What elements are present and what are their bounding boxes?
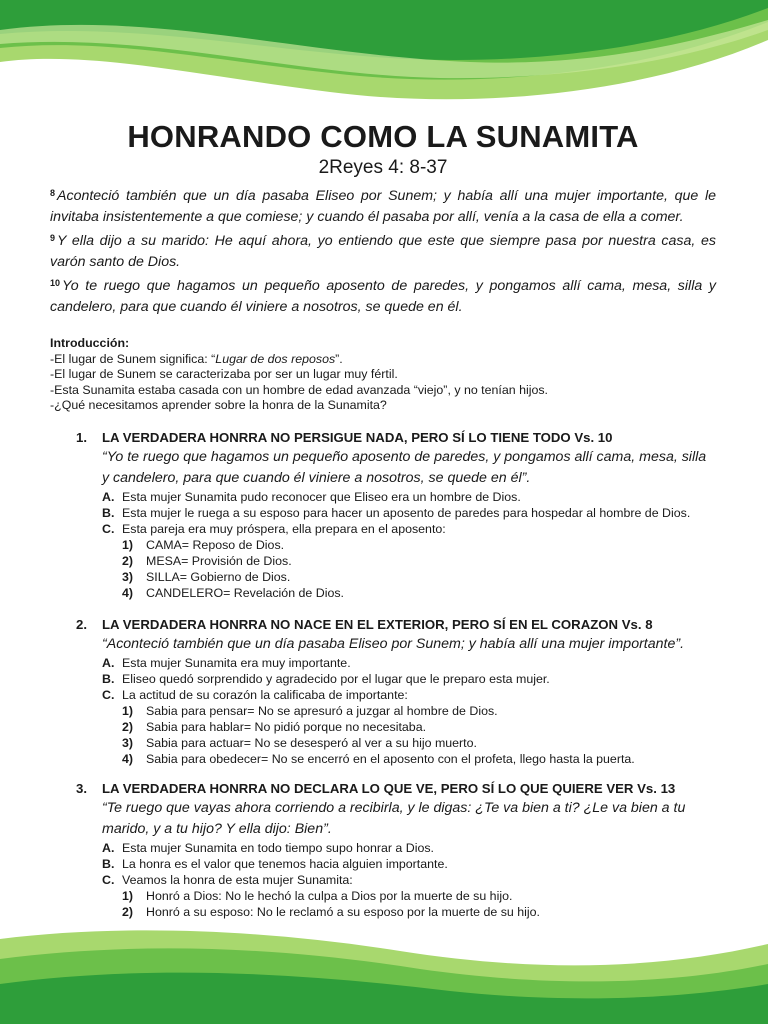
item-text: Esta mujer Sunamita pudo reconocer que Eliseo era un hombre de Dios. — [122, 489, 521, 504]
list-item — [102, 521, 716, 537]
sub-item-number: 3) — [122, 735, 134, 750]
sub-item-text: SILLA= Gobierno de Dios. — [146, 569, 291, 584]
list-item — [102, 671, 716, 687]
sub-items — [122, 537, 716, 601]
section-title: LA VERDADERA HONRRA NO DECLARA LO QUE VE, PERO SÍ LO QUE QUIERE VER Vs. 13 — [102, 780, 676, 796]
verse-8 — [50, 183, 716, 228]
section-quote: “Aconteció también que un día pasaba Eliseo por Sunem; y había allí una mujer importante”. — [102, 635, 685, 652]
intro-line: -¿Qué necesitamos aprender sobre la honra de la Sunamita? — [50, 398, 387, 412]
sub-item-text: Sabia para actuar= No se desesperó al ver a su hijo muerto. — [146, 735, 477, 750]
section-quote: “Yo te ruego que hagamos un pequeño aposento de paredes, y pongamos allí cama, mesa, silla y candelero, para que cuando él viniere a nosotros, se quede en él”. — [102, 448, 707, 486]
section-1 — [50, 428, 716, 601]
section-number: 2. — [76, 616, 87, 632]
document-title: HONRANDO COMO LA SUNAMITA — [127, 119, 639, 154]
intro-text: ”. — [335, 351, 343, 366]
intro-line: -Esta Sunamita estaba casada con un hombre de edad avanzada “viejo”, y no tenían hijos. — [50, 382, 549, 397]
intro-line — [50, 352, 716, 368]
list-item — [102, 872, 716, 888]
item-letter: A. — [102, 840, 115, 855]
item-text: Esta mujer le ruega a su esposo para hacer un aposento de paredes para hospedar al hombre de Dios. — [122, 505, 691, 520]
section-number: 3. — [76, 780, 87, 796]
section-items — [102, 655, 716, 767]
list-item — [102, 489, 716, 505]
item-text: La actitud de su corazón la calificaba de importante: — [122, 687, 408, 702]
sub-item — [122, 585, 716, 601]
scripture-reference: 2Reyes 4: 8-37 — [318, 157, 448, 178]
sub-item — [122, 751, 716, 767]
sub-item-text: Honró a su esposo: No le reclamó a su esposo por la muerte de su hijo. — [146, 904, 540, 919]
sub-item-number: 4) — [122, 585, 134, 600]
section-3 — [50, 779, 716, 920]
sub-item — [122, 719, 716, 735]
item-text: Veamos la honra de esta mujer Sunamita: — [122, 872, 353, 887]
section-heading — [50, 779, 716, 798]
section-2 — [50, 615, 716, 767]
sub-items — [122, 703, 716, 767]
list-item — [102, 856, 716, 872]
verse-text: Yo te ruego que hagamos un pequeño aposento de paredes, y pongamos allí cama, mesa, silla y candelero, para que cuando él viniere a nosotros, se quede en él. — [50, 278, 716, 315]
sub-item — [122, 703, 716, 719]
verse-number: 9 — [50, 233, 56, 243]
item-letter: A. — [102, 655, 115, 670]
sub-item — [122, 888, 716, 904]
sub-item-text: Sabia para pensar= No se apresuró a juzgar al hombre de Dios. — [146, 703, 498, 718]
section-heading — [50, 615, 716, 634]
sub-item-number: 2) — [122, 904, 134, 919]
sub-item-number: 4) — [122, 751, 134, 766]
verse-9 — [50, 228, 716, 273]
item-text: Esta mujer Sunamita en todo tiempo supo honrar a Dios. — [122, 840, 434, 855]
verse-text: Y ella dijo a su marido: He aquí ahora, yo entiendo que este que siempre pasa por nuestra casa, es varón santo de Dios. — [50, 233, 716, 270]
section-title: LA VERDADERA HONRRA NO PERSIGUE NADA, PERO SÍ LO TIENE TODO Vs. 10 — [102, 429, 613, 445]
list-item — [102, 505, 716, 521]
intro-italic-text: Lugar de dos reposos — [215, 351, 336, 366]
sub-item-number: 1) — [122, 703, 134, 718]
sub-item-text: MESA= Provisión de Dios. — [146, 553, 292, 568]
sub-item-number: 3) — [122, 569, 134, 584]
sub-item-text: Sabia para hablar= No pidió porque no necesitaba. — [146, 719, 427, 734]
sub-item — [122, 569, 716, 585]
bottom-green-wave-decoration — [0, 909, 768, 1024]
verse-10 — [50, 273, 716, 318]
section-title: LA VERDADERA HONRRA NO NACE EN EL EXTERIOR, PERO SÍ EN EL CORAZON Vs. 8 — [102, 616, 653, 632]
sub-item-number: 1) — [122, 537, 134, 552]
section-items — [102, 840, 716, 920]
item-text: Esta pareja era muy próspera, ella prepara en el aposento: — [122, 521, 446, 536]
list-item — [102, 687, 716, 703]
verse-text: Aconteció también que un día pasaba Eliseo por Sunem; y había allí una mujer importante, que le invitaba insistentemente a que comiese; y cuando él pasaba por allí, venía a la casa de ella a comer. — [50, 188, 716, 225]
item-letter: C. — [102, 521, 115, 536]
section-number: 1. — [76, 429, 87, 445]
sub-item-number: 2) — [122, 719, 134, 734]
sub-items — [122, 888, 716, 920]
item-letter: C. — [102, 687, 115, 702]
sub-item — [122, 735, 716, 751]
item-letter: A. — [102, 489, 115, 504]
section-quote: “Te ruego que vayas ahora corriendo a recibirla, y le digas: ¿Te va bien a ti? ¿Le va bien a tu marido, y a tu hijo? Y ella dijo: Bien”. — [102, 799, 686, 837]
sub-item-text: Honró a Dios: No le hechó la culpa a Dios por la muerte de su hijo. — [146, 888, 513, 903]
item-letter: C. — [102, 872, 115, 887]
document-body — [50, 118, 716, 920]
verse-number: 8 — [50, 188, 56, 198]
sub-item-text: CANDELERO= Revelación de Dios. — [146, 585, 344, 600]
intro-heading: Introducción: — [50, 336, 130, 350]
section-items — [102, 489, 716, 601]
item-letter: B. — [102, 671, 115, 686]
intro-line: -El lugar de Sunem se caracterizaba por ser un lugar muy fértil. — [50, 367, 398, 381]
sub-item — [122, 904, 716, 920]
introduction — [50, 336, 716, 414]
item-text: Esta mujer Sunamita era muy importante. — [122, 655, 351, 670]
sub-item-text: Sabia para obedecer= No se encerró en el aposento con el profeta, llego hasta la puerta. — [146, 751, 635, 766]
sub-item — [122, 553, 716, 569]
item-letter: B. — [102, 856, 115, 871]
sub-item-number: 1) — [122, 888, 134, 903]
section-heading — [50, 428, 716, 447]
list-item — [102, 840, 716, 856]
scripture-verses — [50, 183, 716, 318]
sub-item-text: CAMA= Reposo de Dios. — [146, 537, 285, 552]
sub-item-number: 2) — [122, 553, 134, 568]
top-green-wave-decoration — [0, 0, 768, 120]
item-text: La honra es el valor que tenemos hacia alguien importante. — [122, 856, 448, 871]
list-item — [102, 655, 716, 671]
intro-text: -El lugar de Sunem significa: “ — [50, 351, 216, 366]
item-letter: B. — [102, 505, 115, 520]
item-text: Eliseo quedó sorprendido y agradecido por el lugar que le preparo esta mujer. — [122, 671, 550, 686]
verse-number: 10 — [50, 278, 61, 288]
sub-item — [122, 537, 716, 553]
